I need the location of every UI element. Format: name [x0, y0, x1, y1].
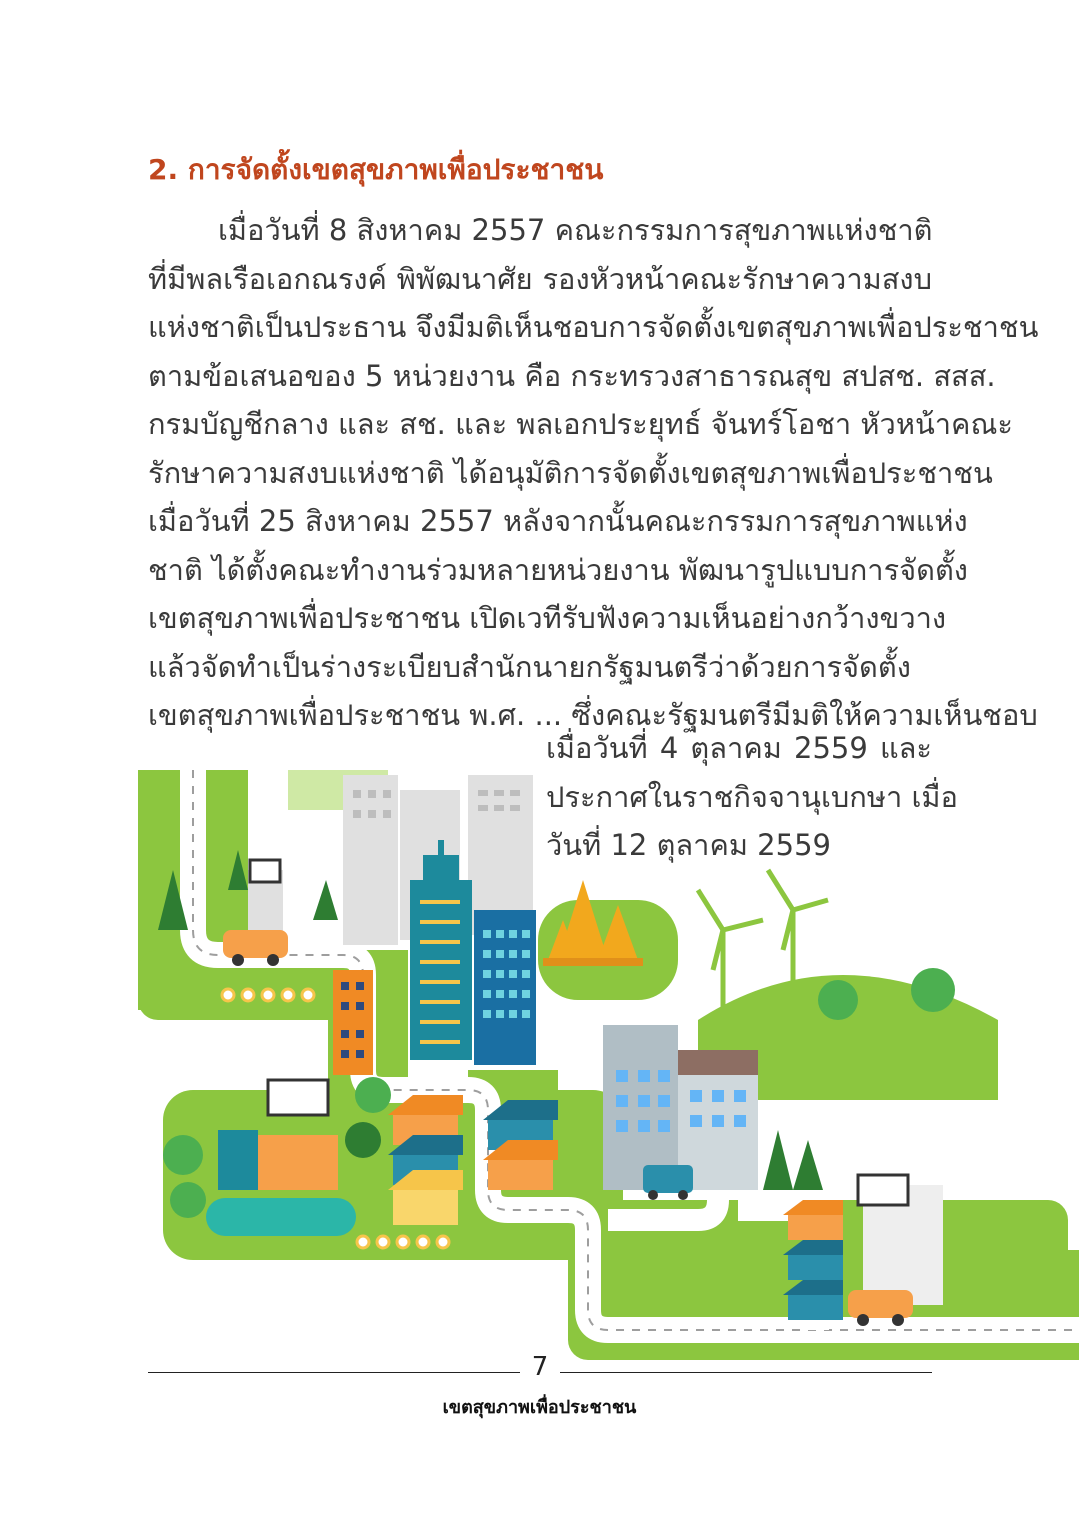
paragraph-line: วันที่ 12 ตุลาคม 2559	[546, 828, 831, 862]
paragraph-line: แห่งชาติเป็นประธาน จึงมีมติเห็นชอบการจัดตั้งเขตสุขภาพเพื่อประชาชน	[148, 310, 1039, 344]
city-illustration	[138, 770, 1079, 1360]
paragraph-line: เขตสุขภาพเพื่อประชาชน เปิดเวทีรับฟังความเห็นอย่างกว้างขวาง	[148, 601, 947, 635]
paragraph-line: กรมบัญชีกลาง และ สช. และ พลเอกประยุทธ์ จันทร์โอชา หัวหน้าคณะ	[148, 407, 1013, 441]
body-paragraph	[148, 206, 1039, 740]
page-number: 7	[531, 1352, 549, 1382]
footer-rule-right	[560, 1372, 932, 1373]
orange-building	[333, 970, 373, 1075]
paragraph-line: เมื่อวันที่ 25 สิงหาคม 2557 หลังจากนั้นคณะกรรมการสุขภาพแห่ง	[148, 504, 968, 538]
canal	[206, 1198, 356, 1236]
paragraph-line: ที่มีพลเรือเอกณรงค์ พิพัฒนาศัย รองหัวหน้าคณะรักษาความสงบ	[148, 261, 932, 296]
footer-title: เขตสุขภาพเพื่อประชาชน	[442, 1397, 637, 1418]
paragraph-line: ประกาศในราชกิจจานุเบกษา เมื่อ	[546, 779, 958, 814]
paragraph-line: เขตสุขภาพเพื่อประชาชน พ.ศ. ... ซึ่งคณะรัฐมนตรีมีมติให้ความเห็นชอบ	[148, 698, 1038, 732]
paragraph-line: ตามข้อเสนอของ 5 หน่วยงาน คือ กระทรวงสาธารณสุข สปสช. สสส.	[148, 358, 996, 393]
paragraph-line: ชาติ ได้ตั้งคณะทำงานร่วมหลายหน่วยงาน พัฒนารูปแบบการจัดตั้ง	[148, 552, 968, 587]
paragraph-line: รักษาความสงบแห่งชาติ ได้อนุมัติการจัดตั้งเขตสุขภาพเพื่อประชาชน	[148, 455, 993, 490]
paragraph-line: เมื่อวันที่ 8 สิงหาคม 2557 คณะกรรมการสุขภาพแห่งชาติ	[218, 213, 933, 247]
footer-rule-left	[148, 1372, 520, 1373]
paragraph-line: แล้วจัดทำเป็นร่างระเบียบสำนักนายกรัฐมนตรีว่าด้วยการจัดตั้ง	[148, 649, 911, 684]
section-heading: 2. การจัดตั้งเขตสุขภาพเพื่อประชาชน	[148, 153, 604, 186]
paragraph-line: เมื่อวันที่ 4 ตุลาคม 2559 และ	[546, 731, 932, 765]
